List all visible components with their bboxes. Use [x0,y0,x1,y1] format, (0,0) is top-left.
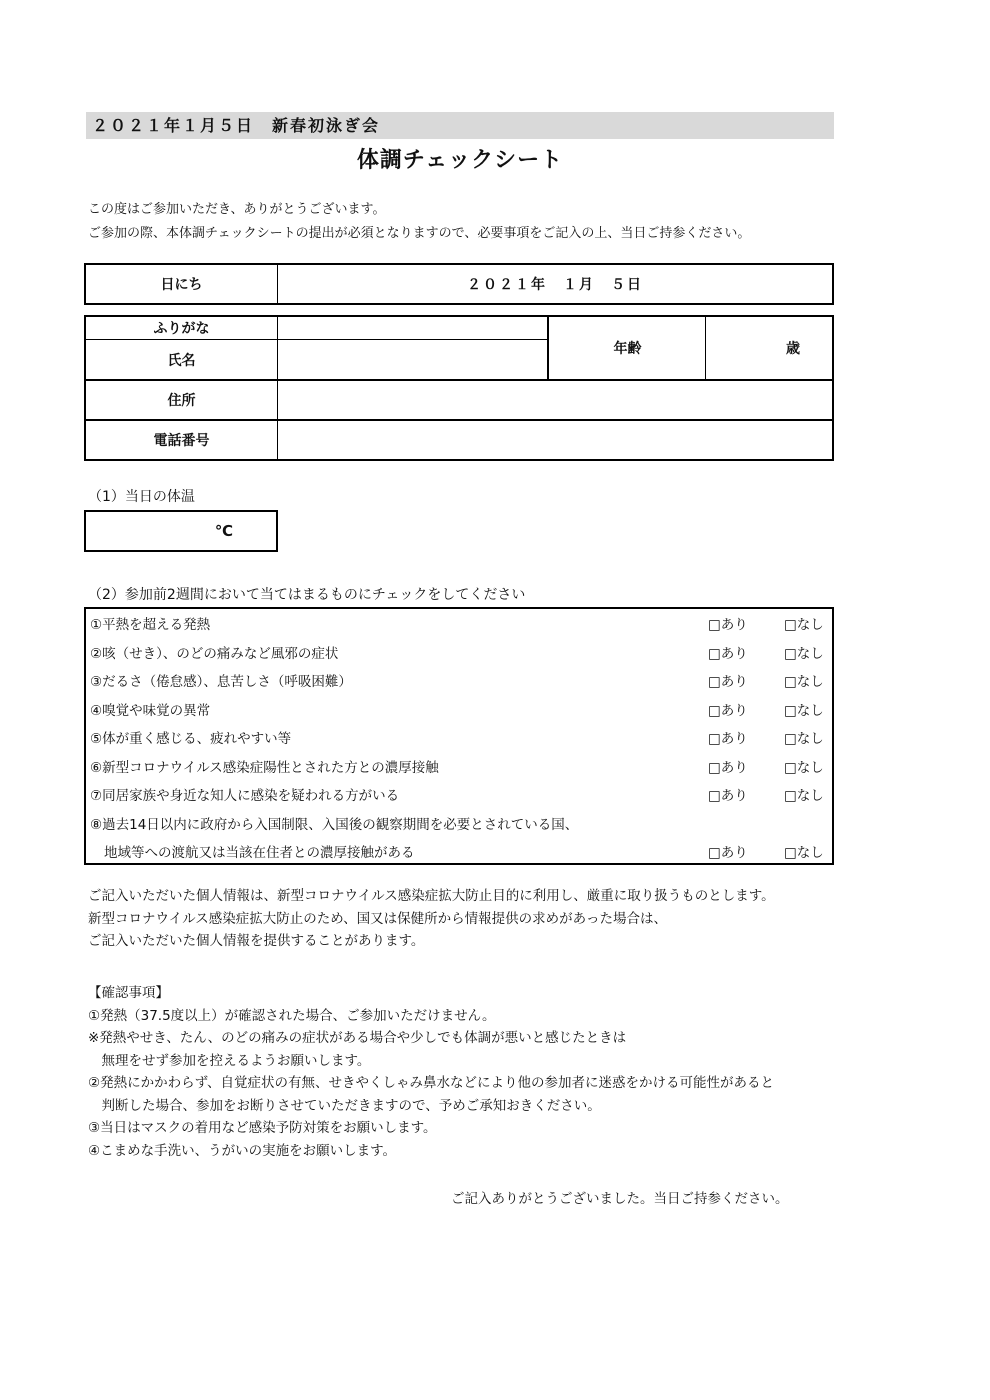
furigana-label: ふりがな [153,321,210,337]
no-checkbox[interactable]: □なし [784,645,824,662]
temperature-field[interactable] [84,510,278,552]
confirmation-heading: 【確認事項】 [88,985,169,1001]
closing-text: ご記入ありがとうございました。当日ご持参ください。 [451,1191,789,1207]
date-label: 日にち [160,277,203,293]
checklist-row [86,609,832,638]
address-label: 住所 [167,393,196,409]
intro-text [88,198,750,246]
phone-field[interactable] [278,421,832,459]
checklist-heading: （2）参加前2週間において当てはまるものにチェックをしてください [88,587,526,603]
confirmation-line: ①発熱（37.5度以上）が確認された場合、ご参加いただけません。 [88,1007,496,1024]
no-checkbox[interactable]: □なし [784,759,824,776]
yes-checkbox[interactable]: □あり [708,759,748,776]
checklist-question: ③だるさ（倦怠感）、息苦しさ（呼吸困難） [90,674,352,691]
checklist-row [86,638,832,667]
privacy-notice [88,885,775,953]
no-checkbox[interactable]: □なし [784,674,824,691]
checklist-row [86,809,832,838]
yes-checkbox[interactable]: □あり [708,702,748,719]
confirmation-notes [88,982,774,1162]
confirmation-line: 無理をせず参加を控えるようお願いします。 [88,1052,371,1069]
event-date-bar: ２０２１年１月５日 新春初泳ぎ会 [86,112,834,139]
checklist-row [86,780,832,809]
page-title: 体調チェックシート [356,148,564,173]
checklist-question: ②咳（せき）、のどの痛みなど風邪の症状 [90,645,339,662]
no-checkbox[interactable]: □なし [784,702,824,719]
privacy-line: ご記入いただいた個人情報を提供することがあります。 [88,933,425,949]
celsius-unit: ℃ [214,522,234,540]
age-label: 年齢 [613,341,642,357]
checklist-row [86,723,832,752]
checklist-row [86,837,832,866]
checklist-row [86,666,832,695]
checklist-question: ①平熱を超える発熱 [90,617,211,634]
date-value: ２０２１年 １月 ５日 [467,277,643,293]
no-checkbox[interactable]: □なし [784,788,824,805]
age-unit: 歳 [786,341,800,357]
symptom-checklist [84,607,834,865]
yes-checkbox[interactable]: □あり [708,674,748,691]
no-checkbox[interactable]: □なし [784,617,824,634]
yes-checkbox[interactable]: □あり [708,645,748,662]
date-table [84,263,834,305]
personal-info-table [84,315,834,461]
name-field[interactable] [278,340,548,379]
privacy-line: ご記入いただいた個人情報は、新型コロナウイルス感染症拡大防止目的に利用し、厳重に取り扱うものとします。 [88,888,775,904]
checklist-question: ⑤体が重く感じる、疲れやすい等 [90,731,292,748]
checklist-question-continued: 地域等への渡航又は当該在住者との濃厚接触がある [104,845,415,862]
checklist-question: ⑦同居家族や身近な知人に感染を疑われる方がいる [90,788,400,805]
checklist-question: ⑥新型コロナウイルス感染症陽性とされた方との濃厚接触 [90,759,439,776]
confirmation-line: ※発熱やせき、たん、のどの痛みの症状がある場合や少しでも体調が悪いと感じたときは [88,1030,627,1046]
checklist-row [86,695,832,724]
intro-line: ご参加の際、本体調チェックシートの提出が必須となりますので、必要事項をご記入の上、当日ご持参ください。 [88,226,751,241]
confirmation-line: ③当日はマスクの着用など感染予防対策をお願いします。 [88,1120,437,1136]
furigana-field[interactable] [278,317,548,340]
phone-label: 電話番号 [153,433,210,449]
yes-checkbox[interactable]: □あり [708,788,748,805]
confirmation-line: ②発熱にかかわらず、自覚症状の有無、せきやくしゃみ鼻水などにより他の参加者に迷惑をかける可能性があると [88,1075,775,1091]
checklist-question: ④嗅覚や味覚の異常 [90,702,211,719]
yes-checkbox[interactable]: □あり [708,617,748,634]
temperature-heading: （1）当日の体温 [88,489,195,505]
name-label: 氏名 [167,352,196,369]
yes-checkbox[interactable]: □あり [708,845,748,862]
confirmation-line: ④こまめな手洗い、うがいの実施をお願いします。 [88,1142,397,1159]
privacy-line: 新型コロナウイルス感染症拡大防止のため、国又は保健所から情報提供の求めがあった場合は、 [88,910,668,927]
intro-line: この度はご参加いただき、ありがとうございます。 [88,202,386,217]
no-checkbox[interactable]: □なし [784,845,824,862]
yes-checkbox[interactable]: □あり [708,731,748,748]
checklist-question: ⑧過去14日以内に政府から入国制限、入国後の観察期間を必要とされている国、 [90,816,579,833]
checklist-row [86,752,832,781]
no-checkbox[interactable]: □なし [784,731,824,748]
address-field[interactable] [278,381,832,419]
confirmation-line: 判断した場合、参加をお断りさせていただきますので、予めご承知おきください。 [88,1097,601,1114]
